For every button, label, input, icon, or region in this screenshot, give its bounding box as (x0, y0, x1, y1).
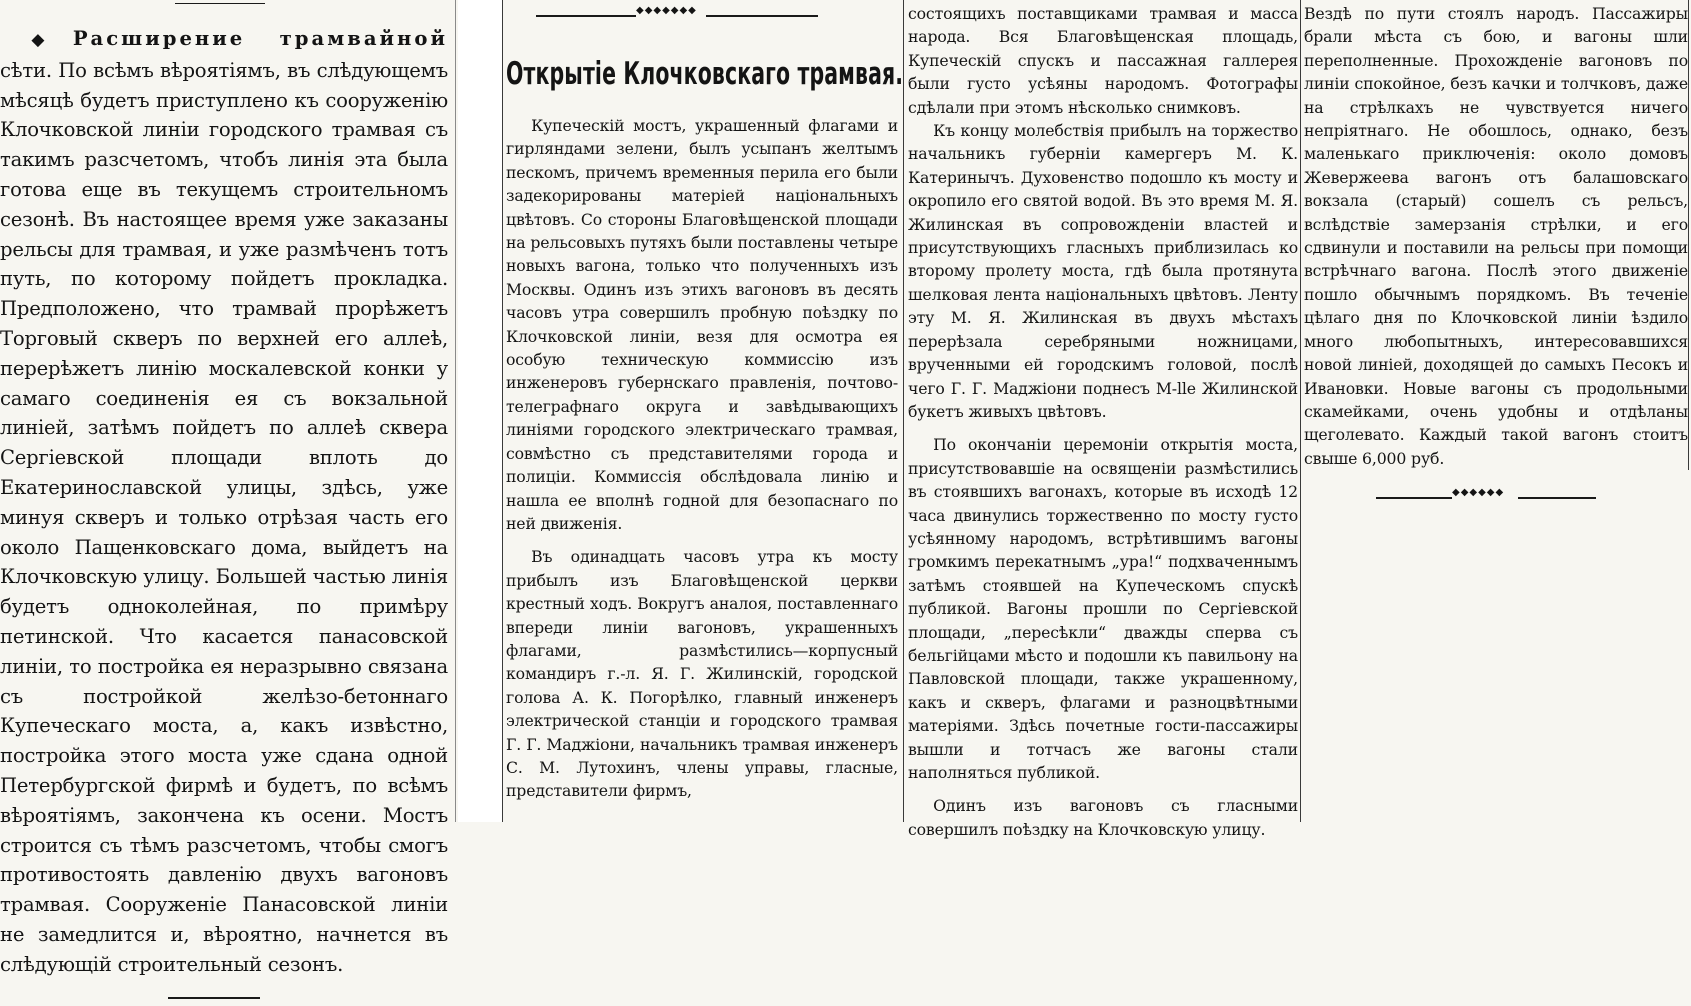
article-ceremony-paragraph-1: состоящихъ поставщиками трамвая и масса народа. Вся Благовѣщенская площадь, Купеческій спускъ и пассажная галлерея были густо усѣяны народомъ. Фотографы сдѣлали при этомъ нѣсколько снимковъ. (908, 4, 1298, 117)
column-rule-4 (1300, 0, 1301, 822)
article-expansion-heading: Расширение трамвайной (72, 27, 449, 50)
article-column-expansion (0, 0, 449, 976)
column-rule-3 (903, 0, 904, 822)
article-expansion-text (0, 24, 448, 980)
diamond-bullet-icon: ◆ (31, 30, 69, 50)
end-ornament: ◆◆◆◆◆◆ (1304, 490, 1688, 506)
article-column-ride (1304, 0, 1688, 822)
column-rule-2 (502, 0, 503, 822)
article-expansion-body: сѣти. По всѣмъ вѣроятіямъ, въ слѣдующемъ мѣсяцѣ будетъ приступлено къ сооруженію Клочковской линіи городского трамвая съ такимъ разсчетомъ, чтобъ линія эта была готова еще въ текущемъ строительномъ сезонѣ. Въ настоящее время уже заказаны рельсы для трамвая, и уже размѣченъ тотъ путь, по которому пойдетъ прокладка. Предположено, что трамвай прорѣжетъ Торговый скверъ по верхней его аллеѣ, перерѣжетъ линію москалевской конки у самаго соединенія ея съ вокзальной линіей, затѣмъ пойдетъ по аллеѣ сквера Сергіевской площади вплоть до Екатеринославской улицы, здѣсь, уже минуя скверъ и только отрѣзая часть его около Пащенковскаго дома, выйдетъ на Клочковскую улицу. Большей частью линія будетъ одноколейная, по примѣру петинской. Что касается панасовской линіи, то постройка ея неразрывно связана съ постройкой желѣзо-бетоннаго Купеческаго моста, а, какъ извѣстно, постройка этого моста уже сдана одной Петербургской фирмѣ и будетъ, по всѣмъ вѣроятіямъ, закончена къ осени. Мостъ строится съ тѣмъ разсчетомъ, чтобы смогъ противостоять давленію двухъ вагоновъ трамвая. Сооруженіе Панасовской линіи не замедлится и, вѣроятно, начнется въ слѣдующій строительный сезонъ. (0, 58, 448, 976)
column-rule-5 (1688, 0, 1689, 470)
article-column-ceremony (908, 0, 1298, 839)
article-ceremony-paragraph-3: По окончаніи церемоніи открытія моста, присутствовавшіе на освященіи размѣстились въ стоявшихъ вагонахъ, которые въ исходѣ 12 часа двинулись торжественно по мосту густо усѣянному народомъ, встрѣтившимъ вагоны громкимъ перекатнымъ „ура!“ подхваченнымъ затѣмъ стоявшей на Купеческомъ спускѣ публикой. Вагоны прошли по Сергіевской площади, „пересѣкли“ дважды сперва съ бельгійцами мѣсто и подошли къ павильону на Павловской площади, также украшенному, какъ и скверъ, флагами и разноцвѣтными матеріями. Здѣсь почетные гости-пассажиры вышли и тотчасъ же вагоны стали наполняться публикой. (908, 435, 1298, 782)
article-opening-headline: Открытіе Клочковскаго трамвая. (506, 56, 904, 92)
article-ceremony-paragraph-4: Одинъ изъ вагоновъ съ гласными совершилъ поѣздку на Клочковскую улицу. (908, 796, 1298, 839)
article-ceremony-paragraph-2: Къ концу молебствія прибылъ на торжество начальникъ губерніи камергеръ М. К. Катеринычъ. Духовенство подошло къ мосту и окропило его святой водой. Въ это время М. Я. Жилинская въ сопровожденіи властей и присутствующихъ гласныхъ приблизилась ко второму пролету моста, гдѣ была протянута шелковая лента національныхъ цвѣтовъ. Ленту эту М. Я. Жилинская въ двухъ мѣстахъ перерѣзала серебряными ножницами, врученными ей городскимъ головой, послѣ чего Г. Г. Маджіони поднесъ М-lle Жилинской букетъ живыхъ цвѣтовъ. (908, 121, 1298, 421)
article-opening-paragraph-2: Въ одинадцать часовъ утра къ мосту прибылъ изъ Благовѣщенской церкви крестный ходъ. Вокругъ аналоя, поставленнаго впереди линіи вагоновъ, украшенныхъ флагами, размѣстились—корпусный командиръ г.-л. Я. Г. Жилинскій, городской голова А. К. Погорѣлко, главный инженеръ электрической станціи и городского трамвая Г. Г. Маджіони, начальникъ трамвая инженеръ С. М. Лутохинъ, члены управы, гласные, представители фирмъ, (506, 547, 898, 801)
article-column-opening (506, 0, 904, 822)
page-gutter (458, 0, 502, 822)
article-opening-paragraph-1: Купеческій мостъ, украшенный флагами и гирляндами зелени, былъ усыпанъ желтымъ пескомъ, причемъ временныя перила его были задекорированы матеріей національныхъ цвѣтовъ. Со стороны Благовѣщенской площади на рельсовыхъ путяхъ были поставлены четыре новыхъ вагона, только что полученныхъ изъ Москвы. Одинъ изъ этихъ вагоновъ въ десять часовъ утра совершилъ пробную поѣздку по Клочковской линіи, везя для осмотра ея особую техническую коммиссію изъ инженеровъ губернскаго правленія, почтово-телеграфнаго округа и завѣдывающихъ линіями городского электрическаго трамвая, совмѣстно съ представителями города и полиціи. Коммиссія обслѣдовала линію и нашла ее вполнѣ годной для безопаснаго по ней движенія. (506, 116, 898, 533)
header-ornament: ◆◆◆◆◆◆◆ (506, 8, 898, 24)
column-rule-1 (455, 0, 456, 822)
article-ride-paragraph: Вездѣ по пути стоялъ народъ. Пассажиры брали мѣста съ бою, и вагоны шли переполненные. Прохожденіе вагоновъ по линіи спокойное, безъ качки и толчковъ, даже на стрѣлкахъ не чувствуется ничего непріятнаго. Не обошлось, однако, безъ маленькаго приключенія: около домовъ Жевержеева вагонъ отъ балашовскаго вокзала (старый) сошелъ съ рельсъ, вслѣдствіе замерзанія стрѣлки, и его сдвинули и поставили на рельсы при помощи встрѣчнаго вагона. Послѣ этого движеніе пошло обычнымъ порядкомъ. Въ теченіе цѣлаго дня по Клочковской линіи ѣздило много любопытныхъ, интересовавшихся новой линіей, доходящей до самыхъ Песокъ и Ивановки. Новые вагоны съ продольными скамейками, очень удобны и отдѣланы щеголевато. Каждый такой вагонъ стоитъ свыше 6,000 руб. (1304, 4, 1688, 468)
closing-ornament (0, 990, 448, 1006)
